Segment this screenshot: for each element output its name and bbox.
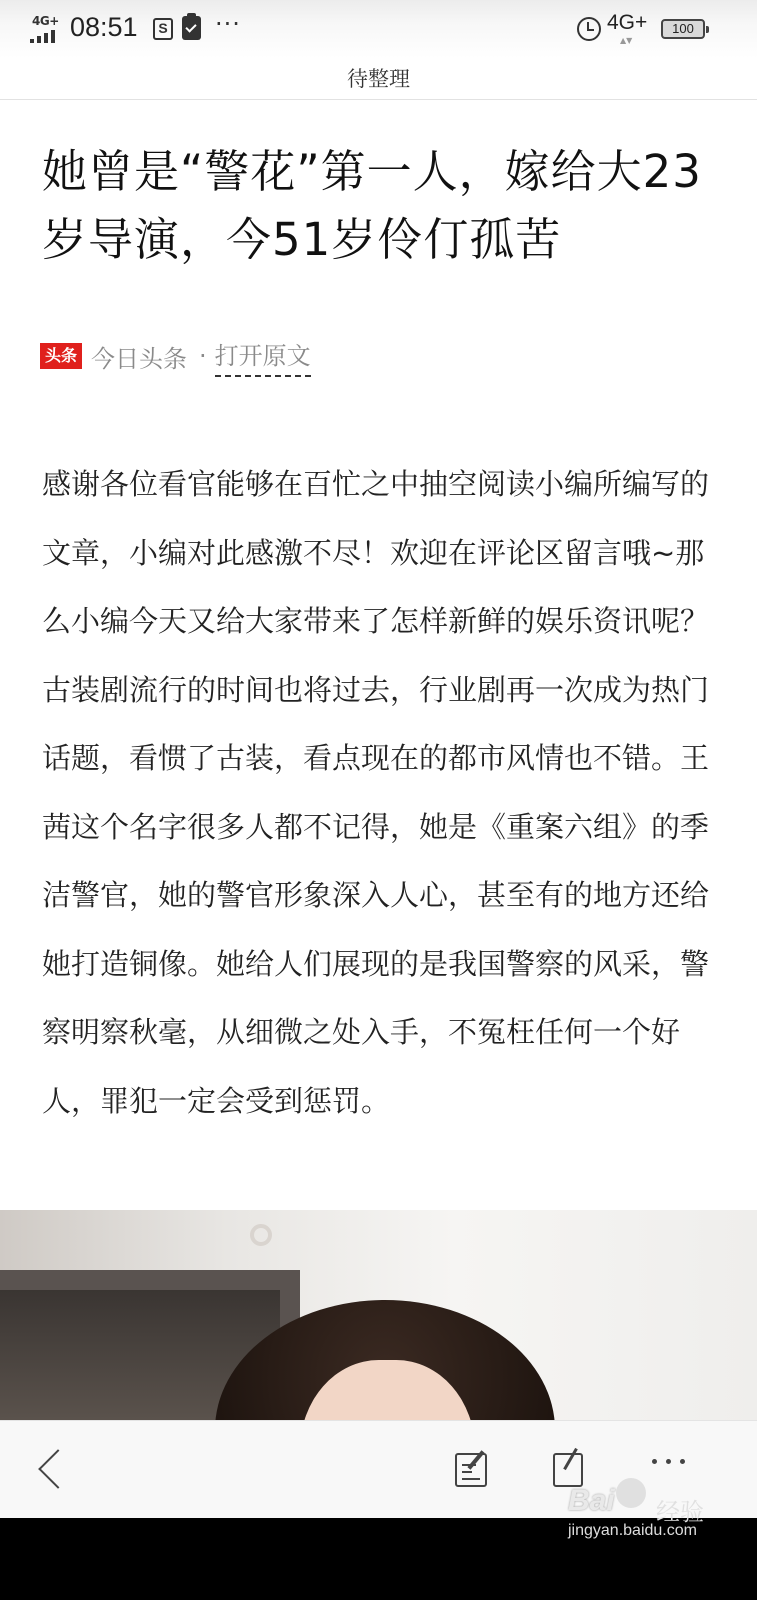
status-bar	[0, 0, 757, 58]
chevron-left-icon[interactable]	[36, 1449, 60, 1489]
title-bar	[0, 58, 757, 100]
source-separator: ·	[199, 342, 207, 370]
status-time: 08:51	[70, 12, 138, 42]
baidu-watermark	[568, 1478, 748, 1548]
article-headline: 她曾是“警花”第一人，嫁给大23岁导演，今51岁伶仃孤苦	[42, 145, 702, 266]
more-dots-icon[interactable]	[652, 1459, 685, 1464]
watermark-logo: Bai	[568, 1484, 615, 1517]
watermark-sub: 经验	[656, 1498, 704, 1526]
note-edit-icon[interactable]	[455, 1453, 487, 1487]
paw-icon	[616, 1478, 646, 1508]
battery-icon: 100	[661, 19, 705, 39]
article-body: 感谢各位看官能够在百忙之中抽空阅读小编所编写的文章，小编对此感激不尽！欢迎在评论区留言哦~那么小编今天又给大家带来了怎样新鲜的娱乐资讯呢？古装剧流行的时间也将过去，行业剧再一次成为热门话题，看惯了古装，看点现在的都市风情也不错。王茜这个名字很多人都不记得，她是《重案六组》的季洁警官，她的警官形象深入人心，甚至有的地方还给她打造铜像。她给人们展现的是我国警察的风采，警察明察秋毫，从细微之处入手，不冤枉任何一个好人，罪犯一定会受到惩罚。	[42, 467, 710, 1118]
toutiao-logo-icon: 头条	[40, 343, 82, 369]
article-source	[40, 336, 311, 376]
page-title: 待整理	[347, 67, 410, 91]
cellular-signal-icon	[30, 14, 64, 42]
article-image[interactable]	[0, 1210, 757, 1420]
network-type-label: 4G+	[32, 14, 59, 28]
alarm-icon	[577, 17, 601, 41]
network-type-right: 4G+	[607, 11, 648, 34]
status-more-icon: ···	[215, 10, 241, 38]
sim-s-icon: S	[153, 18, 173, 40]
watermark-url: jingyan.baidu.com	[568, 1522, 697, 1539]
source-name: 今日头条	[91, 344, 187, 373]
data-arrows-icon: ▲▼	[620, 36, 633, 45]
clipboard-check-icon	[182, 16, 201, 40]
open-original-link[interactable]: 打开原文	[215, 336, 311, 377]
